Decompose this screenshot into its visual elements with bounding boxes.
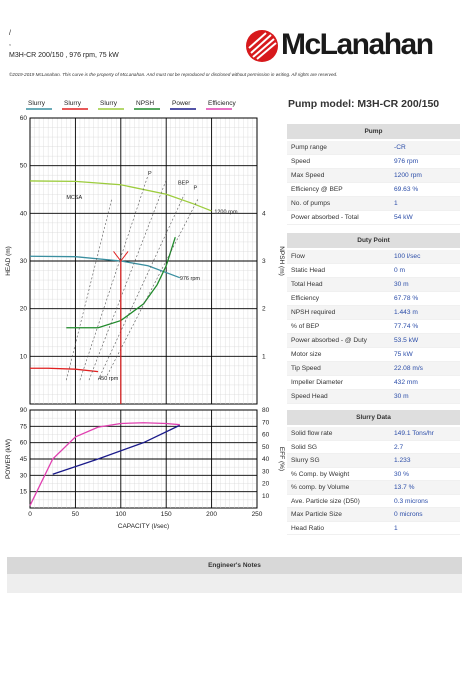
row-value: 1	[394, 200, 398, 207]
row-label: Total Head	[291, 281, 323, 288]
row-value: 30 m	[394, 393, 409, 400]
chart-legend	[26, 100, 236, 109]
y-tick-label: 60	[19, 115, 27, 122]
copyright-notice: ©2019-2019 McLanahan. This curve is the property of McLanahan. And must not be reproduced or disclosed without permission in writing. All rights are reserved.	[9, 72, 338, 77]
row-label: % of BEP	[291, 323, 320, 330]
pump-section-heading: Pump	[287, 124, 460, 139]
y-tick-label: 40	[19, 210, 27, 218]
y2-tick-label: 3	[262, 258, 266, 265]
power-efficiency-chart	[5, 407, 285, 530]
row-value: 0 microns	[394, 511, 423, 518]
table-row	[287, 264, 460, 278]
duty-section-heading: Duty Point	[287, 233, 460, 248]
table-row	[287, 348, 460, 362]
row-label: Power absorbed - @ Duty	[291, 337, 367, 344]
legend-label: NPSH	[136, 100, 155, 107]
row-label: Ave. Particle size (D50)	[291, 497, 360, 505]
table-row	[287, 522, 460, 536]
row-value: 1.443 m	[394, 309, 418, 316]
row-label: Motor size	[291, 351, 322, 358]
table-row	[287, 334, 460, 348]
row-label: Speed Head	[291, 393, 328, 400]
y-tick-label: 60	[19, 439, 27, 447]
y-tick-label: 10	[19, 353, 27, 361]
y-axis-label: HEAD (m)	[5, 246, 12, 276]
table-row	[287, 468, 460, 482]
y-tick-label: 75	[19, 423, 27, 431]
table-row	[287, 250, 460, 264]
table-row	[287, 427, 460, 441]
x-tick-label: 150	[160, 511, 172, 518]
row-label: NPSH required	[291, 309, 336, 316]
row-value: 53.5 kW	[394, 337, 419, 344]
x-tick-label: 100	[115, 511, 127, 518]
row-value: 69.63 %	[394, 186, 419, 193]
y2-tick-label: 10	[262, 492, 270, 500]
y2-tick-label: 20	[262, 480, 270, 488]
row-value: 149.1 Tons/hr	[394, 430, 434, 437]
pump-curve-charts	[0, 95, 285, 535]
row-value: 54 kW	[394, 214, 413, 221]
row-value: 75 kW	[394, 351, 413, 358]
mclanahan-logo	[245, 28, 460, 64]
row-value: 30 m	[394, 281, 409, 288]
row-label: Solid flow rate	[291, 430, 333, 437]
x-tick-label: 200	[206, 511, 218, 518]
table-row	[287, 306, 460, 320]
legend-label: Slurry	[64, 100, 81, 107]
legend-label: Efficiency	[208, 100, 236, 107]
curve-annotation: P	[193, 185, 198, 192]
y2-tick-label: 50	[262, 443, 270, 451]
table-row	[287, 278, 460, 292]
curve-annotation: 1200 rpm	[214, 209, 238, 216]
table-row	[287, 197, 460, 211]
y2-tick-label: 2	[262, 305, 266, 313]
engineers-notes-body	[7, 574, 462, 593]
row-value: 976 rpm	[394, 158, 419, 165]
table-row	[287, 454, 460, 468]
curve-annotation: 450 rpm	[98, 376, 119, 383]
table-row	[287, 376, 460, 390]
x-tick-label: 0	[28, 511, 32, 518]
y2-tick-label: 30	[262, 468, 270, 476]
row-label: % comp. by Volume	[291, 484, 350, 491]
y2-tick-label: 80	[262, 407, 270, 414]
table-row	[287, 141, 460, 155]
y-tick-label: 90	[19, 407, 27, 414]
row-value: 0 m	[394, 267, 405, 274]
table-row	[287, 481, 460, 495]
row-label: Static Head	[291, 267, 326, 274]
legend-label: Slurry	[100, 100, 117, 107]
y2-tick-label: 1	[262, 353, 266, 361]
row-label: Tip Speed	[291, 365, 321, 372]
slurry-section-heading: Slurry Data	[287, 410, 460, 425]
table-row	[287, 183, 460, 197]
row-value: 22.08 m/s	[394, 365, 423, 372]
table-row	[287, 495, 460, 509]
y-tick-label: 20	[19, 305, 27, 313]
table-row	[287, 292, 460, 306]
header-line-2: ,	[9, 40, 11, 47]
table-row	[287, 169, 460, 183]
y-axis-label: POWER (kW)	[5, 438, 12, 480]
row-label: Efficiency @ BEP	[291, 186, 343, 193]
row-label: Head Ratio	[291, 524, 324, 532]
y-tick-label: 15	[19, 488, 27, 496]
legend-label: Power	[172, 100, 191, 107]
row-value: 13.7 %	[394, 484, 415, 491]
curve-annotation: P	[148, 171, 152, 178]
y2-axis-label: NPSH (m)	[278, 246, 285, 276]
y2-tick-label: 70	[262, 419, 270, 427]
row-label: % Comp. by Weight	[291, 470, 350, 478]
row-label: Flow	[291, 253, 305, 260]
x-tick-label: 50	[71, 511, 80, 518]
row-value: 30 %	[394, 470, 410, 478]
y-tick-label: 30	[19, 258, 27, 265]
row-value: 77.74 %	[394, 323, 419, 330]
y2-axis-label: EFF (%)	[278, 446, 285, 472]
table-row	[287, 211, 460, 225]
pump-summary-line: M3H-CR 200/150 , 976 rpm, 75 kW	[9, 52, 119, 59]
row-label: Speed	[291, 158, 311, 165]
row-label: Max Speed	[291, 172, 325, 179]
y2-tick-label: 60	[262, 431, 270, 439]
curve-annotation: 976 rpm	[179, 276, 201, 283]
table-row	[287, 390, 460, 404]
row-value: 1.233	[394, 457, 411, 464]
legend-label: Slurry	[28, 100, 45, 107]
pump-model-title: Pump model: M3H-CR 200/150	[288, 98, 440, 110]
table-row	[287, 508, 460, 522]
x-axis-label: CAPACITY (l/sec)	[117, 523, 170, 530]
table-row	[287, 320, 460, 334]
row-label: No. of pumps	[291, 200, 331, 207]
row-label: Solid SG	[291, 443, 318, 451]
y2-tick-label: 4	[262, 210, 266, 218]
row-value: 1200 rpm	[394, 172, 422, 179]
y2-tick-label: 40	[262, 456, 270, 463]
curve-annotation: MCSA	[66, 195, 83, 202]
row-label: Pump range	[291, 144, 327, 151]
curve-annotation: BEP	[178, 180, 190, 187]
table-row	[287, 155, 460, 169]
row-value: 1	[394, 524, 398, 532]
y-tick-label: 30	[19, 472, 27, 480]
row-label: Power absorbed - Total	[291, 214, 359, 221]
table-row	[287, 362, 460, 376]
header-line-1: /	[9, 30, 11, 37]
head-chart	[5, 115, 285, 404]
row-value: 100 l/sec	[394, 253, 421, 260]
row-value: 0.3 microns	[394, 497, 429, 505]
engineers-notes-heading: Engineer's Notes	[7, 557, 462, 574]
row-label: Max Particle Size	[291, 511, 342, 518]
table-row	[287, 441, 460, 455]
row-label: Efficiency	[291, 295, 320, 302]
y-tick-label: 45	[19, 456, 27, 463]
row-label: Slurry SG	[291, 457, 320, 464]
y-tick-label: 50	[19, 162, 27, 170]
logo-text: McLanahan	[281, 28, 433, 61]
row-value: -CR	[394, 144, 406, 151]
row-value: 67.78 %	[394, 295, 419, 302]
row-value: 432 mm	[394, 379, 418, 386]
logo-emblem-icon	[245, 29, 279, 63]
x-tick-label: 250	[251, 511, 263, 518]
row-label: Impeller Diameter	[291, 379, 344, 386]
row-value: 2.7	[394, 443, 404, 451]
